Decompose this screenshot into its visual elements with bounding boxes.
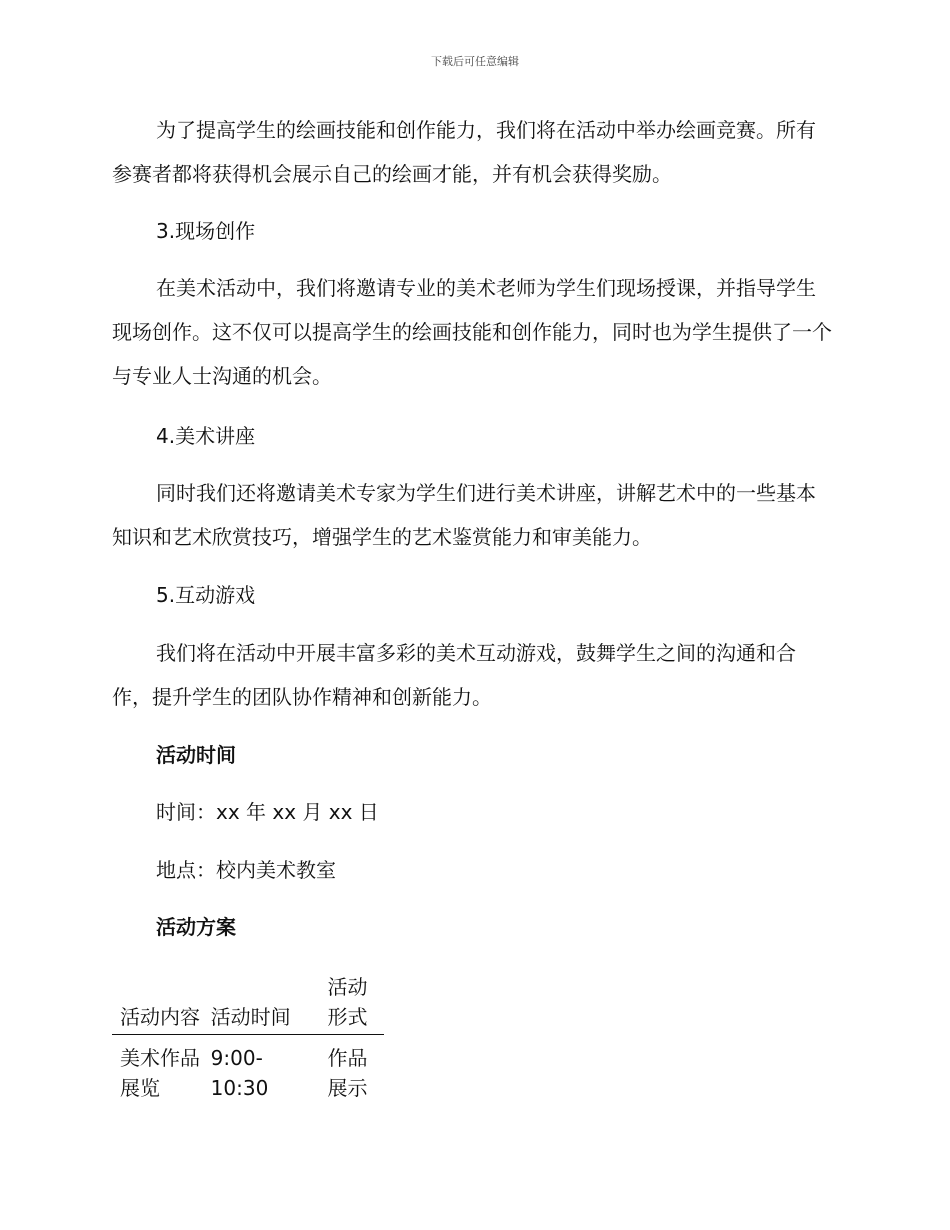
section-heading-games: 5.互动游戏 [156, 583, 256, 607]
table-cell-time: 9:00-10:30 [210, 1046, 269, 1100]
table-header-content: 活动内容 [112, 972, 203, 1035]
section-heading-live-creation: 3.现场创作 [156, 219, 256, 243]
header-note: 下载后可任意编辑 [431, 55, 519, 68]
table-cell-content: 美术作品展览 [120, 1046, 200, 1100]
table-row [112, 1035, 384, 1104]
paragraph-lecture: 同时我们还将邀请美术专家为学生们进行美术讲座，讲解艺术中的一些基本知识和艺术欣赏技巧，增强学生的艺术鉴赏能力和审美能力。 [112, 481, 816, 549]
table-header-row [112, 972, 384, 1035]
paragraph-live-creation: 在美术活动中，我们将邀请专业的美术老师为学生们现场授课，并指导学生现场创作。这不仅可以提高学生的绘画技能和创作能力，同时也为学生提供了一个与专业人士沟通的机会。 [112, 276, 832, 388]
activity-plan-table [112, 972, 384, 1103]
table-header-format: 活动形式 [320, 972, 385, 1035]
activity-plan-title: 活动方案 [156, 915, 236, 939]
paragraph-games: 我们将在活动中开展丰富多彩的美术互动游戏，鼓舞学生之间的沟通和合作，提升学生的团队协作精神和创新能力。 [112, 641, 796, 709]
section-heading-lecture: 4.美术讲座 [156, 424, 256, 448]
paragraph-competition: 为了提高学生的绘画技能和创作能力，我们将在活动中举办绘画竞赛。所有参赛者都将获得机会展示自己的绘画才能，并有机会获得奖励。 [112, 118, 816, 186]
table-cell-format: 作品展示 [327, 1046, 368, 1100]
place-line: 地点：校内美术教室 [156, 858, 336, 882]
activity-time-title: 活动时间 [156, 743, 236, 767]
time-line: 时间：xx 年 xx 月 xx 日 [156, 800, 379, 824]
table-header-time: 活动时间 [203, 972, 320, 1035]
